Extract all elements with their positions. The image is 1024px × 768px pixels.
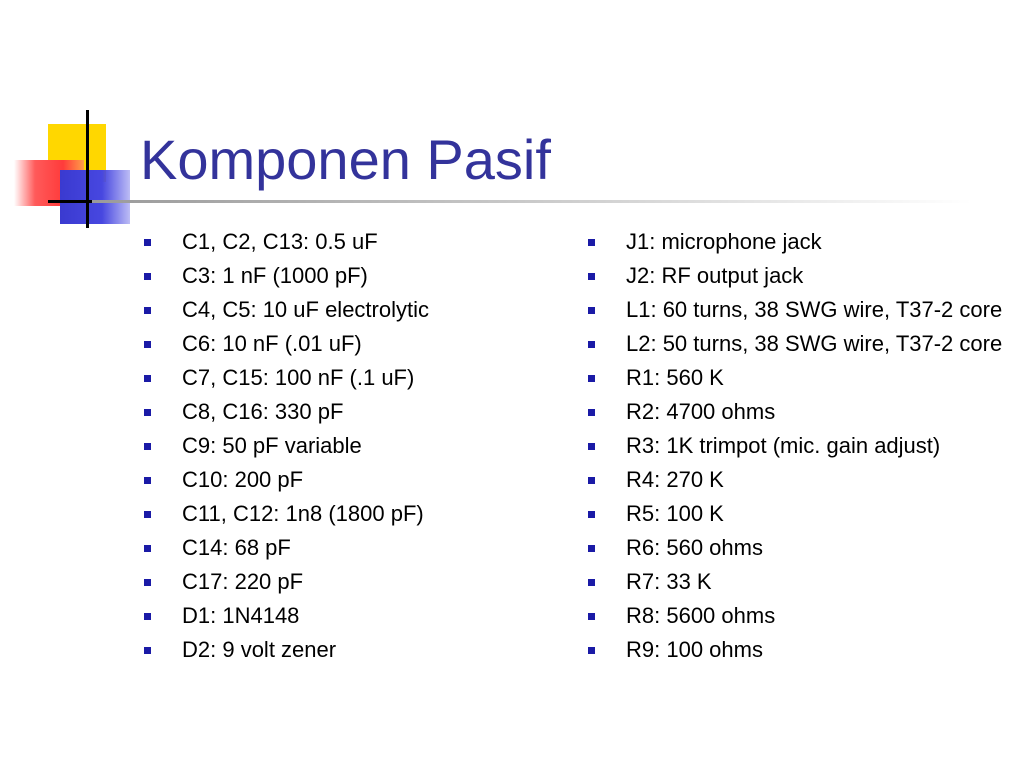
list-item [140,534,540,561]
list-item-text: C14: 68 pF [182,535,291,560]
list-item-text: R6: 560 ohms [626,535,763,560]
list-item [140,398,540,425]
logo-blue-square [60,170,130,224]
list-item-text: R4: 270 K [626,467,724,492]
square-bullet-icon [144,579,151,586]
list-item [584,364,1004,391]
list-item [584,398,1004,425]
list-item [584,296,1004,323]
list-item [584,534,1004,561]
list-item-text: C17: 220 pF [182,569,304,594]
list-item [584,228,1004,255]
list-item [140,432,540,459]
list-item-text: C9: 50 pF variable [182,433,362,458]
list-item [140,262,540,289]
square-bullet-icon [588,341,595,348]
square-bullet-icon [588,239,595,246]
list-item-text: R9: 100 ohms [626,637,763,662]
square-bullet-icon [588,409,595,416]
list-item-text: C10: 200 pF [182,467,304,492]
square-bullet-icon [144,613,151,620]
square-bullet-icon [588,579,595,586]
square-bullet-icon [144,239,151,246]
square-bullet-icon [144,647,151,654]
list-item [140,568,540,595]
square-bullet-icon [144,375,151,382]
list-item-text: R8: 5600 ohms [626,603,776,628]
square-bullet-icon [588,511,595,518]
square-bullet-icon [144,443,151,450]
slide-title: Komponen Pasif [140,128,551,191]
list-item [584,500,1004,527]
square-bullet-icon [588,375,595,382]
list-item-text: D2: 9 volt zener [182,637,337,662]
logo-vertical-line [86,110,89,228]
list-item [584,466,1004,493]
list-item-text: R1: 560 K [626,365,724,390]
square-bullet-icon [588,477,595,484]
list-item-text: C1, C2, C13: 0.5 uF [182,229,378,254]
list-item-text: C7, C15: 100 nF (.1 uF) [182,365,415,390]
list-item [584,568,1004,595]
list-item [140,636,540,663]
list-item [140,296,540,323]
list-item [584,432,1004,459]
corner-logo-icon [0,0,160,240]
list-item [140,228,540,255]
title-divider [92,200,972,203]
square-bullet-icon [144,477,151,484]
list-item-text: R5: 100 K [626,501,724,526]
list-item-text: R2: 4700 ohms [626,399,776,424]
square-bullet-icon [144,545,151,552]
list-item-text: R7: 33 K [626,569,712,594]
square-bullet-icon [144,341,151,348]
list-item-text: D1: 1N4148 [182,603,300,628]
list-item [584,262,1004,289]
list-item-text: J1: microphone jack [626,229,822,254]
list-item [140,466,540,493]
list-item-text: J2: RF output jack [626,263,804,288]
square-bullet-icon [588,545,595,552]
list-item-text: C11, C12: 1n8 (1800 pF) [182,501,424,526]
list-item [584,636,1004,663]
square-bullet-icon [144,511,151,518]
list-item [140,602,540,629]
list-item [584,602,1004,629]
square-bullet-icon [588,273,595,280]
list-item [584,330,1004,357]
list-item-text: R3: 1K trimpot (mic. gain adjust) [626,433,941,458]
list-item [140,364,540,391]
list-item-text: L1: 60 turns, 38 SWG wire, T37-2 core [626,297,1003,322]
list-item-text: C3: 1 nF (1000 pF) [182,263,368,288]
list-item [140,330,540,357]
square-bullet-icon [588,307,595,314]
square-bullet-icon [588,647,595,654]
square-bullet-icon [588,443,595,450]
square-bullet-icon [144,409,151,416]
list-item-text: L2: 50 turns, 38 SWG wire, T37-2 core [626,331,1003,356]
square-bullet-icon [144,307,151,314]
list-item [140,500,540,527]
square-bullet-icon [144,273,151,280]
square-bullet-icon [588,613,595,620]
left-component-list [140,228,540,670]
right-component-list [584,228,1004,670]
list-item-text: C4, C5: 10 uF electrolytic [182,297,429,322]
list-item-text: C6: 10 nF (.01 uF) [182,331,362,356]
list-item-text: C8, C16: 330 pF [182,399,344,424]
